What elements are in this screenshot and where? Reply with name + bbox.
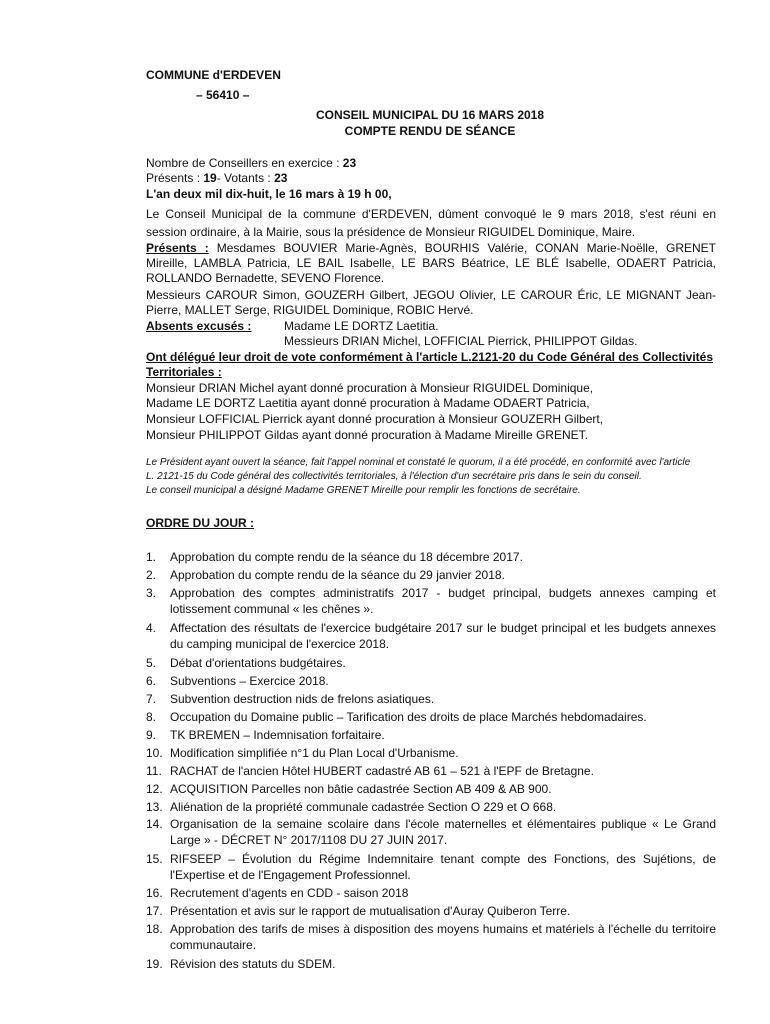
postal-code: – 56410 – (196, 88, 250, 102)
presents-mesdames: Présents : Mesdames BOUVIER Marie-Agnès, BOURHIS Valérie, CONAN Marie-Noëlle, GRENET Mireille, LAMBLA Patricia, LE BAIL Isabelle, LE BARS Béatrice, LE BLÉ Isabelle, ODAERT Patricia, ROLLANDO Bernadette, SEVENO Florence. (146, 241, 716, 285)
document-page: COMMUNE d'ERDEVEN – 56410 – CONSEIL MUNICIPAL DU 16 MARS 2018 COMPTE RENDU DE SÉANCE Nombre de Conseillers en exercice : 23 Présents : 19- Votants : 23 L'an deux mil dix-huit, le 16 mars à 19 h 00, Le Conseil Municipal de la commune d'ERDEVEN, dûment convoqué le 9 mars 2018, s'est réuni en session ordinaire, à la Mairie, sous la présidence de Monsieur RIGUIDEL Dominique, Maire. Présents : Mesdames BOUVIER Marie-Agnès, BOURHIS Valérie, CONAN Marie-Noëlle, GRENET Mireille, LAMBLA Patricia, LE BAIL Isabelle, LE BARS Béatrice, LE BLÉ Isabelle, ODAERT Patricia, ROLLANDO Bernadette, SEVENO Florence. Messieurs CAROUR Simon, GOUZERH Gilbert, JEGOU Olivier, LE CAROUR Éric, LE MIGNANT Jean-Pierre, MALLET Serge, RIGUIDEL Dominique, ROBIC Hervé. Absents excusés : Madame LE DORTZ Laetitia. Messieurs DRIAN Michel, LOFFICIAL Pierrick, PHILIPPOT Gildas. Ont délégué leur droit de vote conformément à l'article L.2121-20 du Code Général des Collectivités Territoriales : Monsieur DRIAN Michel ayant donné procuration à Monsieur RIGUIDEL Dominique, Madame LE DORTZ Laetitia ayant donné procuration à Madame ODAERT Patricia, Monsieur LOFFICIAL Pierrick ayant donné procuration à Monsieur GOUZERH Gilbert, Monsieur PHILIPPOT Gildas ayant donné procuration à Madame Mireille GRENET. Le Président ayant ouvert la séance, fait l'appel nominal et constaté le quorum, il a été procédé, en conformité avec l'article L. 2121-15 du Code général des collectivités territoriales, à l'élection d'un secrétaire pris dans le sein du conseil. Le conseil municipal a désigné Madame GRENET Mireille pour remplir les fonctions de secrétaire. ORDRE DU JOUR : 1. Approbation du compte rendu de la séance du 18 décembre 2017. 2. Approbation du compte rendu de la séance du 29 janvier 2018. 3. Approbation des comptes administratifs 2017 - budget principal, budgets annexes camping et lotissement communal « les chênes ». 4. Affectation des résultats de l'exercice budgétaire 2017 sur le budget principal et les budgets annexes du camping municipal de l'exercice 2018. 5. Débat d'orientations budgétaires. 6. Subventions – Exercice 2018. 7. Subvention destruction nids de frelons asiatiques. 8. Occupation du Domaine public – Tarification des droits de place Marchés hebdomadaires. 9. TK BREMEN – Indemnisation forfaitaire. 10. Modification simplifiée n°1 du Plan Local d'Urbanisme. 11. RACHAT de l'ancien Hôtel HUBERT cadastré AB 61 – 521 à l'EPF de Bretagne. 12. ACQUISITION Parcelles non bâtie cadastrée Section AB 409 & AB 900. 13. Aliénation de la propriété communale cadastrée Section O 229 et O 668. 14. Organisation de la semaine scolaire dans l'école maternelles et élémentaires publique « Le Grand Large » - DÉCRET N° 2017/1108 DU 27 JUIN 2017. 15. RIFSEEP – Évolution du Régime Indemnitaire tenant compte des Fonctions, des Sujétions, de l'Expertise et de l'Engagement Professionnel. 16. Recrutement d'agents en CDD - saison 2018 17. Présentation et avis sur le rapport de mutualisation d'Auray Quiberon Terre. 18. Approbation des tarifs de mises à disposition des moyens humains et matériels à l'échelle du territoire communautaire. 19. Révision des statuts du SDEM. (0, 0, 770, 1024)
presents-messieurs: Messieurs CAROUR Simon, GOUZERH Gilbert, JEGOU Olivier, LE CAROUR Éric, LE MIGNANT Jean-Pierre, MALLET Serge, RIGUIDEL Dominique, ROBIC Hervé. (146, 288, 716, 317)
president-note-2: L. 2121-15 du Code général des collectivités territoriales, à l'élection d'un secrétaire pris dans le sein du conseil. (146, 471, 642, 482)
convocation-paragraph: Le Conseil Municipal de la commune d'ERDEVEN, dûment convoqué le 9 mars 2018, s'est réuni en session ordinaire, à la Mairie, sous la présidence de Monsieur RIGUIDEL Dominique, Maire. (146, 207, 716, 239)
document-subtitle: COMPTE RENDU DE SÉANCE (344, 124, 516, 138)
conseillers-count: Nombre de Conseillers en exercice : 23 (146, 156, 357, 170)
commune-name: COMMUNE d'ERDEVEN (146, 68, 281, 82)
president-note-3: Le conseil municipal a désigné Madame GRENET Mireille pour remplir les fonctions de secrétaire. (146, 485, 581, 496)
absents-messieurs: Messieurs DRIAN Michel, LOFFICIAL Pierrick, PHILIPPOT Gildas. (284, 334, 638, 348)
ordre-du-jour-title: ORDRE DU JOUR : (146, 516, 255, 530)
procuration-line: Monsieur LOFFICIAL Pierrick ayant donné procuration à Monsieur GOUZERH Gilbert, (146, 412, 604, 426)
delegation-title-1: Ont délégué leur droit de vote conformément à l'article L.2121-20 du Code Général des Collectivités (146, 350, 714, 364)
presents-label: Présents : (146, 241, 209, 255)
procuration-line: Monsieur DRIAN Michel ayant donné procuration à Monsieur RIGUIDEL Dominique, (146, 381, 594, 395)
president-note-1: Le Président ayant ouvert la séance, fait l'appel nominal et constaté le quorum, il a été procédé, en conformité avec l'article (146, 457, 691, 468)
session-date: L'an deux mil dix-huit, le 16 mars à 19 h 00, (146, 187, 392, 201)
delegation-title-2: Territoriales : (146, 365, 222, 379)
presents-votants: Présents : 19- Votants : 23 (146, 171, 288, 185)
absents-label: Absents excusés : (146, 319, 252, 333)
absents-madame: Absents excusés : Madame LE DORTZ Laetitia. (146, 319, 439, 333)
procuration-line: Madame LE DORTZ Laetitia ayant donné procuration à Madame ODAERT Patricia, (146, 396, 590, 410)
procuration-line: Monsieur PHILIPPOT Gildas ayant donné procuration à Madame Mireille GRENET. (146, 428, 588, 442)
document-title: CONSEIL MUNICIPAL DU 16 MARS 2018 (315, 108, 545, 122)
